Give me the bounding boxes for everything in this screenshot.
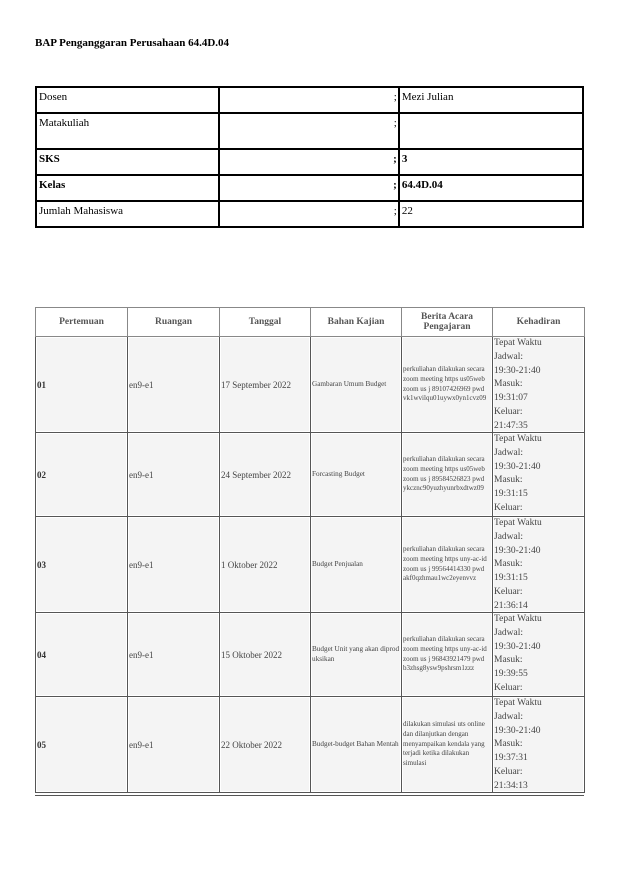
tanggal-cell: 24 September 2022 <box>220 433 311 517</box>
berita-acara-cell: perkuliahan dilakukan secara zoom meeting https uny-ac-id zoom us j 96843921479 pwd b3zhsg8ysw9pshrsm1zzz <box>402 613 493 697</box>
column-header: Tanggal <box>220 308 311 337</box>
ruangan-cell: en9-e1 <box>128 697 220 793</box>
kehadiran-line: Tepat Waktu <box>494 338 542 348</box>
bahan-kajian-cell: Budget Unit yang akan diproduksikan <box>311 613 402 697</box>
info-label: Jumlah Mahasiswa <box>36 201 219 227</box>
page-title: BAP Penganggaran Perusahaan 64.4D.04 <box>35 37 230 49</box>
info-value <box>399 113 583 149</box>
kehadiran-line: 21:47:35 <box>494 420 528 431</box>
kehadiran-line: 19:31:15 <box>494 573 528 584</box>
kehadiran-line: 19:30-21:40 <box>494 365 541 376</box>
info-separator: ; <box>219 113 398 149</box>
ruangan-cell: en9-e1 <box>128 613 220 697</box>
kehadiran-cell <box>493 613 585 697</box>
pertemuan-cell: 01 <box>36 337 128 433</box>
kehadiran-cell <box>493 697 585 793</box>
table-row <box>36 697 585 793</box>
kehadiran-cell <box>493 337 585 433</box>
kehadiran-line: 19:30-21:40 <box>494 461 541 472</box>
pertemuan-cell: 05 <box>36 697 128 793</box>
kehadiran-line: Masuk: <box>494 739 523 750</box>
kehadiran-line: Jadwal: <box>494 627 524 638</box>
kehadiran-line: Masuk: <box>494 379 523 390</box>
kehadiran-line: 19:31:15 <box>494 489 528 500</box>
kehadiran-line: Tepat Waktu <box>494 614 542 624</box>
kehadiran-line: 19:30-21:40 <box>494 725 541 736</box>
pertemuan-cell: 04 <box>36 613 128 697</box>
kehadiran-line: Keluar: <box>494 682 523 693</box>
kehadiran-line: Tepat Waktu <box>494 698 542 708</box>
bahan-kajian-cell: Budget Penjualan <box>311 517 402 613</box>
column-header: Kehadiran <box>493 308 585 337</box>
kehadiran-cell <box>493 433 585 517</box>
kehadiran-line: 21:34:13 <box>494 780 528 791</box>
kehadiran-line: Masuk: <box>494 655 523 666</box>
kehadiran-line: 19:30-21:40 <box>494 545 541 556</box>
info-row <box>36 87 583 113</box>
berita-acara-cell: perkuliahan dilakukan secara zoom meeting https us05web zoom us j 89107426969 pwd vk1wvilqu01uywx0yn1cvz09 <box>402 337 493 433</box>
page-cut-line <box>35 795 584 796</box>
info-separator: ; <box>219 175 398 201</box>
kehadiran-line: Jadwal: <box>494 531 524 542</box>
info-value: 64.4D.04 <box>399 175 583 201</box>
kehadiran-line: Keluar: <box>494 406 523 417</box>
column-header: Pertemuan <box>36 308 128 337</box>
tanggal-cell: 15 Oktober 2022 <box>220 613 311 697</box>
kehadiran-line: 19:30-21:40 <box>494 641 541 652</box>
bahan-kajian-cell: Forcasting Budget <box>311 433 402 517</box>
info-label: SKS <box>36 149 219 175</box>
table-row <box>36 613 585 697</box>
kehadiran-line: 19:37:31 <box>494 753 528 764</box>
bahan-kajian-cell: Gambaran Umum Budget <box>311 337 402 433</box>
kehadiran-line: Keluar: <box>494 586 523 597</box>
kehadiran-line: Jadwal: <box>494 447 524 458</box>
kehadiran-line: Masuk: <box>494 559 523 570</box>
kehadiran-line: Jadwal: <box>494 711 524 722</box>
kehadiran-line: 19:39:55 <box>494 669 528 680</box>
berita-acara-cell: dilakukan simulasi uts online dan dilanjutkan dengan menyampaikan kendala yang terjadi ketika dilakukan simulasi <box>402 697 493 793</box>
info-value: 22 <box>399 201 583 227</box>
ruangan-cell: en9-e1 <box>128 337 220 433</box>
table-row <box>36 433 585 517</box>
info-separator: ; <box>219 87 398 113</box>
info-label: Dosen <box>36 87 219 113</box>
info-value: Mezi Julian <box>399 87 583 113</box>
table-row <box>36 517 585 613</box>
attendance-table <box>35 307 585 793</box>
info-row <box>36 175 583 201</box>
column-header: Bahan Kajian <box>311 308 402 337</box>
table-row <box>36 337 585 433</box>
kehadiran-cell <box>493 517 585 613</box>
tanggal-cell: 17 September 2022 <box>220 337 311 433</box>
kehadiran-line: Masuk: <box>494 475 523 486</box>
info-label: Matakuliah <box>36 113 219 149</box>
kehadiran-line: Keluar: <box>494 766 523 777</box>
tanggal-cell: 22 Oktober 2022 <box>220 697 311 793</box>
kehadiran-line: Tepat Waktu <box>494 518 542 528</box>
column-header: Ruangan <box>128 308 220 337</box>
berita-acara-cell: perkuliahan dilakukan secara zoom meeting https uny-ac-id zoom us j 99564414330 pwd akf0qzhmau1wc2eyenvvz <box>402 517 493 613</box>
kehadiran-line: Jadwal: <box>494 351 524 362</box>
info-row <box>36 149 583 175</box>
berita-acara-cell: perkuliahan dilakukan secara zoom meeting https us05web zoom us j 89584526823 pwd ykcznc90yuzhyunrbxdtwz09 <box>402 433 493 517</box>
pertemuan-cell: 03 <box>36 517 128 613</box>
info-value: 3 <box>399 149 583 175</box>
info-row <box>36 113 583 149</box>
ruangan-cell: en9-e1 <box>128 433 220 517</box>
bahan-kajian-cell: Budget-budget Bahan Mentah <box>311 697 402 793</box>
info-table <box>35 86 584 228</box>
kehadiran-line: Tepat Waktu <box>494 434 542 444</box>
kehadiran-line: 19:31:07 <box>494 393 528 404</box>
kehadiran-line: Keluar: <box>494 502 523 513</box>
pertemuan-cell: 02 <box>36 433 128 517</box>
tanggal-cell: 1 Oktober 2022 <box>220 517 311 613</box>
ruangan-cell: en9-e1 <box>128 517 220 613</box>
kehadiran-line: 21:36:14 <box>494 600 528 611</box>
info-row <box>36 201 583 227</box>
info-separator: ; <box>219 149 398 175</box>
column-header: Berita Acara Pengajaran <box>402 308 493 337</box>
info-separator: ; <box>219 201 398 227</box>
info-label: Kelas <box>36 175 219 201</box>
